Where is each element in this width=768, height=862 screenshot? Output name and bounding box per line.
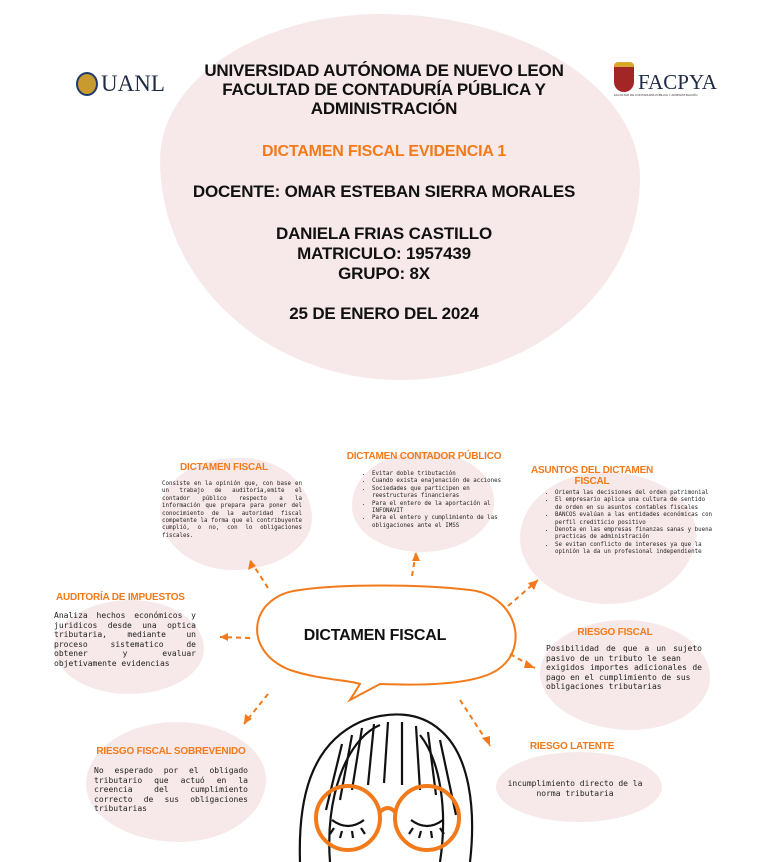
university-line-1: UNIVERSIDAD AUTÓNOMA DE NUEVO LEON [204,61,564,80]
group: GRUPO: 8X [338,264,430,283]
contador-publico-title: DICTAMEN CONTADOR PÚBLICO [346,451,502,462]
list-item: • Se evitan conflicto de intereses ya que la opinión la da un profesional independiente [555,542,715,557]
student-name: DANIELA FRIAS CASTILLO [276,224,492,243]
riesgo-fiscal-body [546,644,702,692]
riesgo-latente-body: incumplimiento directo de la norma tributaria [507,779,643,798]
list-item: • El empresario aplica una cultura de sentido de orden en su asuntos contables fiscales [555,497,715,512]
contador-publico-list [360,471,504,530]
university-line-2: FACULTAD DE CONTADURÍA PÚBLICA Y [222,80,546,99]
glasses-icon [316,786,459,850]
dictamen-fiscal-title: DICTAMEN FISCAL [180,462,268,473]
auditoria-title: AUDITORÍA DE IMPUESTOS [56,592,185,603]
list-item: • Para el entero y cumplimiento de las obligaciones ante el IMSS [372,515,504,530]
asuntos-title: ASUNTOS DEL DICTAMEN FISCAL [530,465,654,487]
riesgo-fiscal-line-1: Posibilidad de que a un sujeto pasivo de un tributo le sean [546,644,702,663]
dictamen-fiscal-body: Consiste en la opinión que, con base en un trabajo de auditoría,emite el contador público respecto a la información que prepara para poner del conocimiento de la autoridad fiscal competente la forma que el contribuyente cumplió, o no, con lo obligaciones fiscales. [162,481,302,539]
uanl-logo-text: UANL [101,71,165,96]
riesgo-latente-title: RIESGO LATENTE [529,741,615,752]
riesgo-sobrevenido-body: No esperado por el obligado tributario que actuó en la creencia del cumplimiento correcto de sus obligaciones tributarias [94,766,248,813]
list-item: • Denota en las empresas finanzas sanas y buena practicas de administración [555,527,715,542]
facpya-logo-text: FACPYA [638,70,717,94]
date: 25 DE ENERO DEL 2024 [289,304,479,323]
riesgo-sobrevenido-title: RIESGO FISCAL SOBREVENIDO [96,746,246,757]
list-item: • Sociedades que participen en reestructuras financieras [372,486,504,501]
list-item: • Evitar doble tributación [372,471,504,478]
riesgo-fiscal-line-2: exigidos importes adicionales de pago en el cumplimiento de sus [546,663,702,682]
asuntos-list [543,490,715,557]
list-item: • BANCOS evalúan a las entidades económicas con perfil crediticio positivo [555,512,715,527]
auditoria-body: Analiza hechos económicos y juridicos desde una optica tributaria, mediante un proceso sistematico de obtener y evaluar objetivamente evidencias [54,611,196,668]
riesgo-fiscal-line-3: obligaciones tributarias [546,682,662,691]
teacher-name: DOCENTE: OMAR ESTEBAN SIERRA MORALES [192,182,576,201]
student-id: MATRICULO: 1957439 [297,244,471,263]
list-item: • Orienta las decisiones del orden patrimonial [555,490,715,497]
assignment-title: DICTAMEN FISCAL EVIDENCIA 1 [261,143,507,160]
riesgo-fiscal-title: RIESGO FISCAL [577,627,653,638]
list-item: • Cuando exista enajenación de acciones [372,478,504,485]
list-item: • Para el entero de la aportación al INFONAVIT [372,501,504,516]
center-title: DICTAMEN FISCAL [303,627,447,644]
university-line-3: ADMINISTRACIÓN [310,99,458,118]
facpya-logo-subtext: FACULTAD DE CONTADURÍA PÚBLICA Y ADMINISTRACIÓN [614,93,698,97]
